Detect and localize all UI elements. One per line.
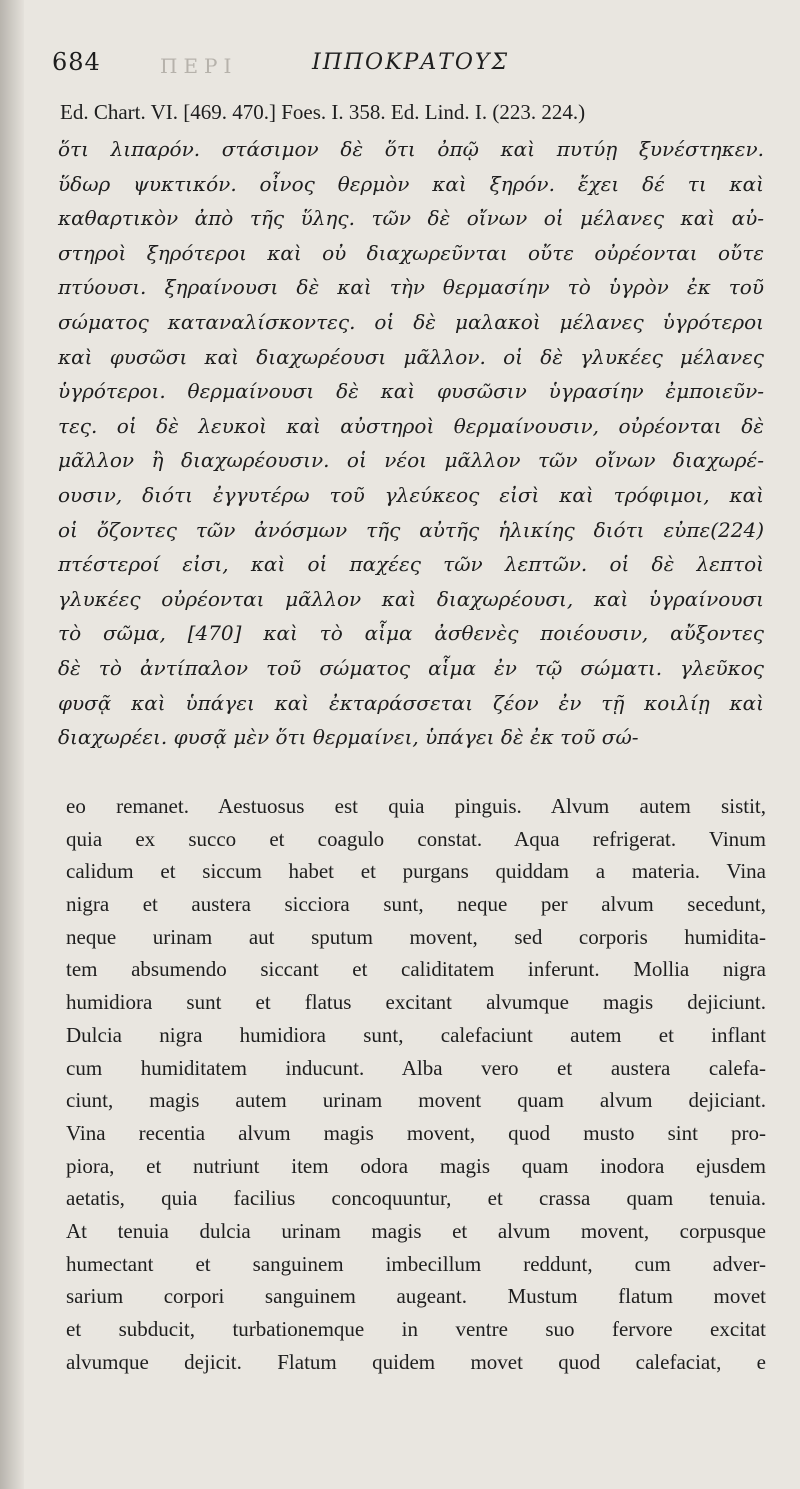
greek-text-line: φυσᾷ καὶ ὑπάγει καὶ ἐκταράσσεται ζέον ἐν τῇ κοιλίῃ καὶ — [58, 690, 764, 715]
edition-reference-line: Ed. Chart. VI. [469. 470.] Foes. I. 358. Ed. Lind. I. (223. 224.) — [60, 100, 586, 124]
greek-text-line: οἱ ὄζοντες τῶν ἀνόσμων τῆς αὐτῆς ἡλικίης διότι εὐπε(224) — [58, 517, 764, 542]
greek-text-line: μᾶλλον ἢ διαχωρέουσιν. οἱ νέοι μᾶλλον τῶν οἴνων διαχωρέ- — [58, 448, 764, 473]
latin-text-block — [66, 790, 766, 1378]
latin-text-line: alvumque dejicit. Flatum quidem movet quod calefaciat, e — [66, 1349, 766, 1374]
latin-text-line: et subducit, turbationemque in ventre suo fervore excitat — [66, 1317, 766, 1341]
greek-text-line: ὑγρότεροι. θερμαίνουσι δὲ καὶ φυσῶσιν ὑγρασίην ἐμποιεῦν- — [58, 379, 764, 404]
greek-text-line: πτέστεροί εἰσι, καὶ οἱ παχέες τῶν λεπτῶν. οἱ δὲ λεπτοὶ — [58, 552, 764, 577]
latin-text-line: humidiora sunt et flatus excitant alvumque magis dejiciunt. — [66, 990, 766, 1015]
latin-text-line: ciunt, magis autem urinam movent quam alvum dejiciant. — [66, 1088, 766, 1113]
greek-text-line: πτύουσι. ξηραίνουσι δὲ καὶ τὴν θερμασίην τὸ ὑγρὸν ἐκ τοῦ — [58, 275, 764, 300]
greek-text-line: δὲ τὸ ἀντίπαλον τοῦ σώματος αἷμα ἐν τῷ σώματι. γλεῦκος — [58, 655, 764, 680]
greek-text-line: γλυκέες οὐρέονται μᾶλλον καὶ διαχωρέουσι, καὶ ὑγραίνουσι — [58, 586, 764, 611]
greek-text-block — [58, 132, 764, 755]
bleed-through-text: ΠΕΡΙ — [160, 54, 238, 78]
latin-text-line: aetatis, quia facilius concoquuntur, et crassa quam tenuia. — [66, 1186, 766, 1211]
latin-text-line: Dulcia nigra humidiora sunt, calefaciunt autem et inflant — [66, 1022, 766, 1047]
page-gutter-shadow — [0, 0, 24, 1489]
latin-text-line: quia ex succo et coagulo constat. Aqua refrigerat. Vinum — [66, 826, 766, 851]
latin-text-line: piora, et nutriunt item odora magis quam inodora ejusdem — [66, 1153, 766, 1178]
running-head: ΙΠΠΟΚΡΑΤΟΥΣ — [312, 50, 510, 75]
latin-text-line: humectant et sanguinem imbecillum reddunt, cum adver- — [66, 1251, 766, 1276]
latin-text-line: eo remanet. Aestuosus est quia pinguis. Alvum autem sistit, — [66, 794, 766, 818]
greek-text-line: τες. οἱ δὲ λευκοὶ καὶ αὐστηροὶ θερμαίνουσιν, οὐρέονται δὲ — [58, 413, 764, 438]
greek-text-line: ουσιν, διότι ἐγγυτέρω τοῦ γλεύκεος εἰσὶ καὶ τρόφιμοι, καὶ — [58, 482, 764, 507]
page-header — [52, 44, 612, 84]
latin-text-line: neque urinam aut sputum movent, sed corporis humidita- — [66, 924, 766, 949]
greek-text-line: στηροὶ ξηρότεροι καὶ οὐ διαχωρεῦνται οὔτε οὐρέονται οὔτε — [58, 240, 764, 265]
latin-text-line: At tenuia dulcia urinam magis et alvum movent, corpusque — [66, 1218, 766, 1243]
greek-text-line: σώματος καταναλίσκοντες. οἱ δὲ μαλακοὶ μέλανες ὑγρότεροι — [58, 309, 764, 334]
page-number: 684 — [52, 48, 101, 76]
latin-text-line: cum humiditatem inducunt. Alba vero et austera calefa- — [66, 1055, 766, 1080]
greek-text-line: ὅτι λιπαρόν. στάσιμον δὲ ὅτι ὀπῷ καὶ πυτύῃ ξυνέστηκεν. — [58, 137, 764, 161]
greek-text-line: καὶ φυσῶσι καὶ διαχωρέουσι μᾶλλον. οἱ δὲ γλυκέες μέλανες — [58, 344, 764, 369]
greek-text-line: καθαρτικὸν ἀπὸ τῆς ὕλης. τῶν δὲ οἴνων οἱ μέλανες καὶ αὐ- — [58, 206, 764, 231]
greek-text-line: ὕδωρ ψυκτικόν. οἶνος θερμὸν καὶ ξηρόν. ἔχει δέ τι καὶ — [58, 171, 764, 196]
latin-text-line: calidum et siccum habet et purgans quiddam a materia. Vina — [66, 859, 766, 884]
latin-text-line: Vina recentia alvum magis movent, quod musto sint pro- — [66, 1120, 766, 1145]
latin-text-line: nigra et austera sicciora sunt, neque per alvum secedunt, — [66, 892, 766, 917]
greek-text-line: διαχωρέει. φυσᾷ μὲν ὅτι θερμαίνει, ὑπάγει δὲ ἐκ τοῦ σώ- — [58, 725, 639, 750]
latin-text-line: tem absumendo siccant et caliditatem inferunt. Mollia nigra — [66, 957, 766, 982]
greek-text-line: τὸ σῶμα, [470] καὶ τὸ αἷμα ἀσθενὲς ποιέουσιν, αὔξοντες — [58, 621, 764, 646]
latin-text-line: sarium corpori sanguinem augeant. Mustum flatum movet — [66, 1284, 766, 1309]
